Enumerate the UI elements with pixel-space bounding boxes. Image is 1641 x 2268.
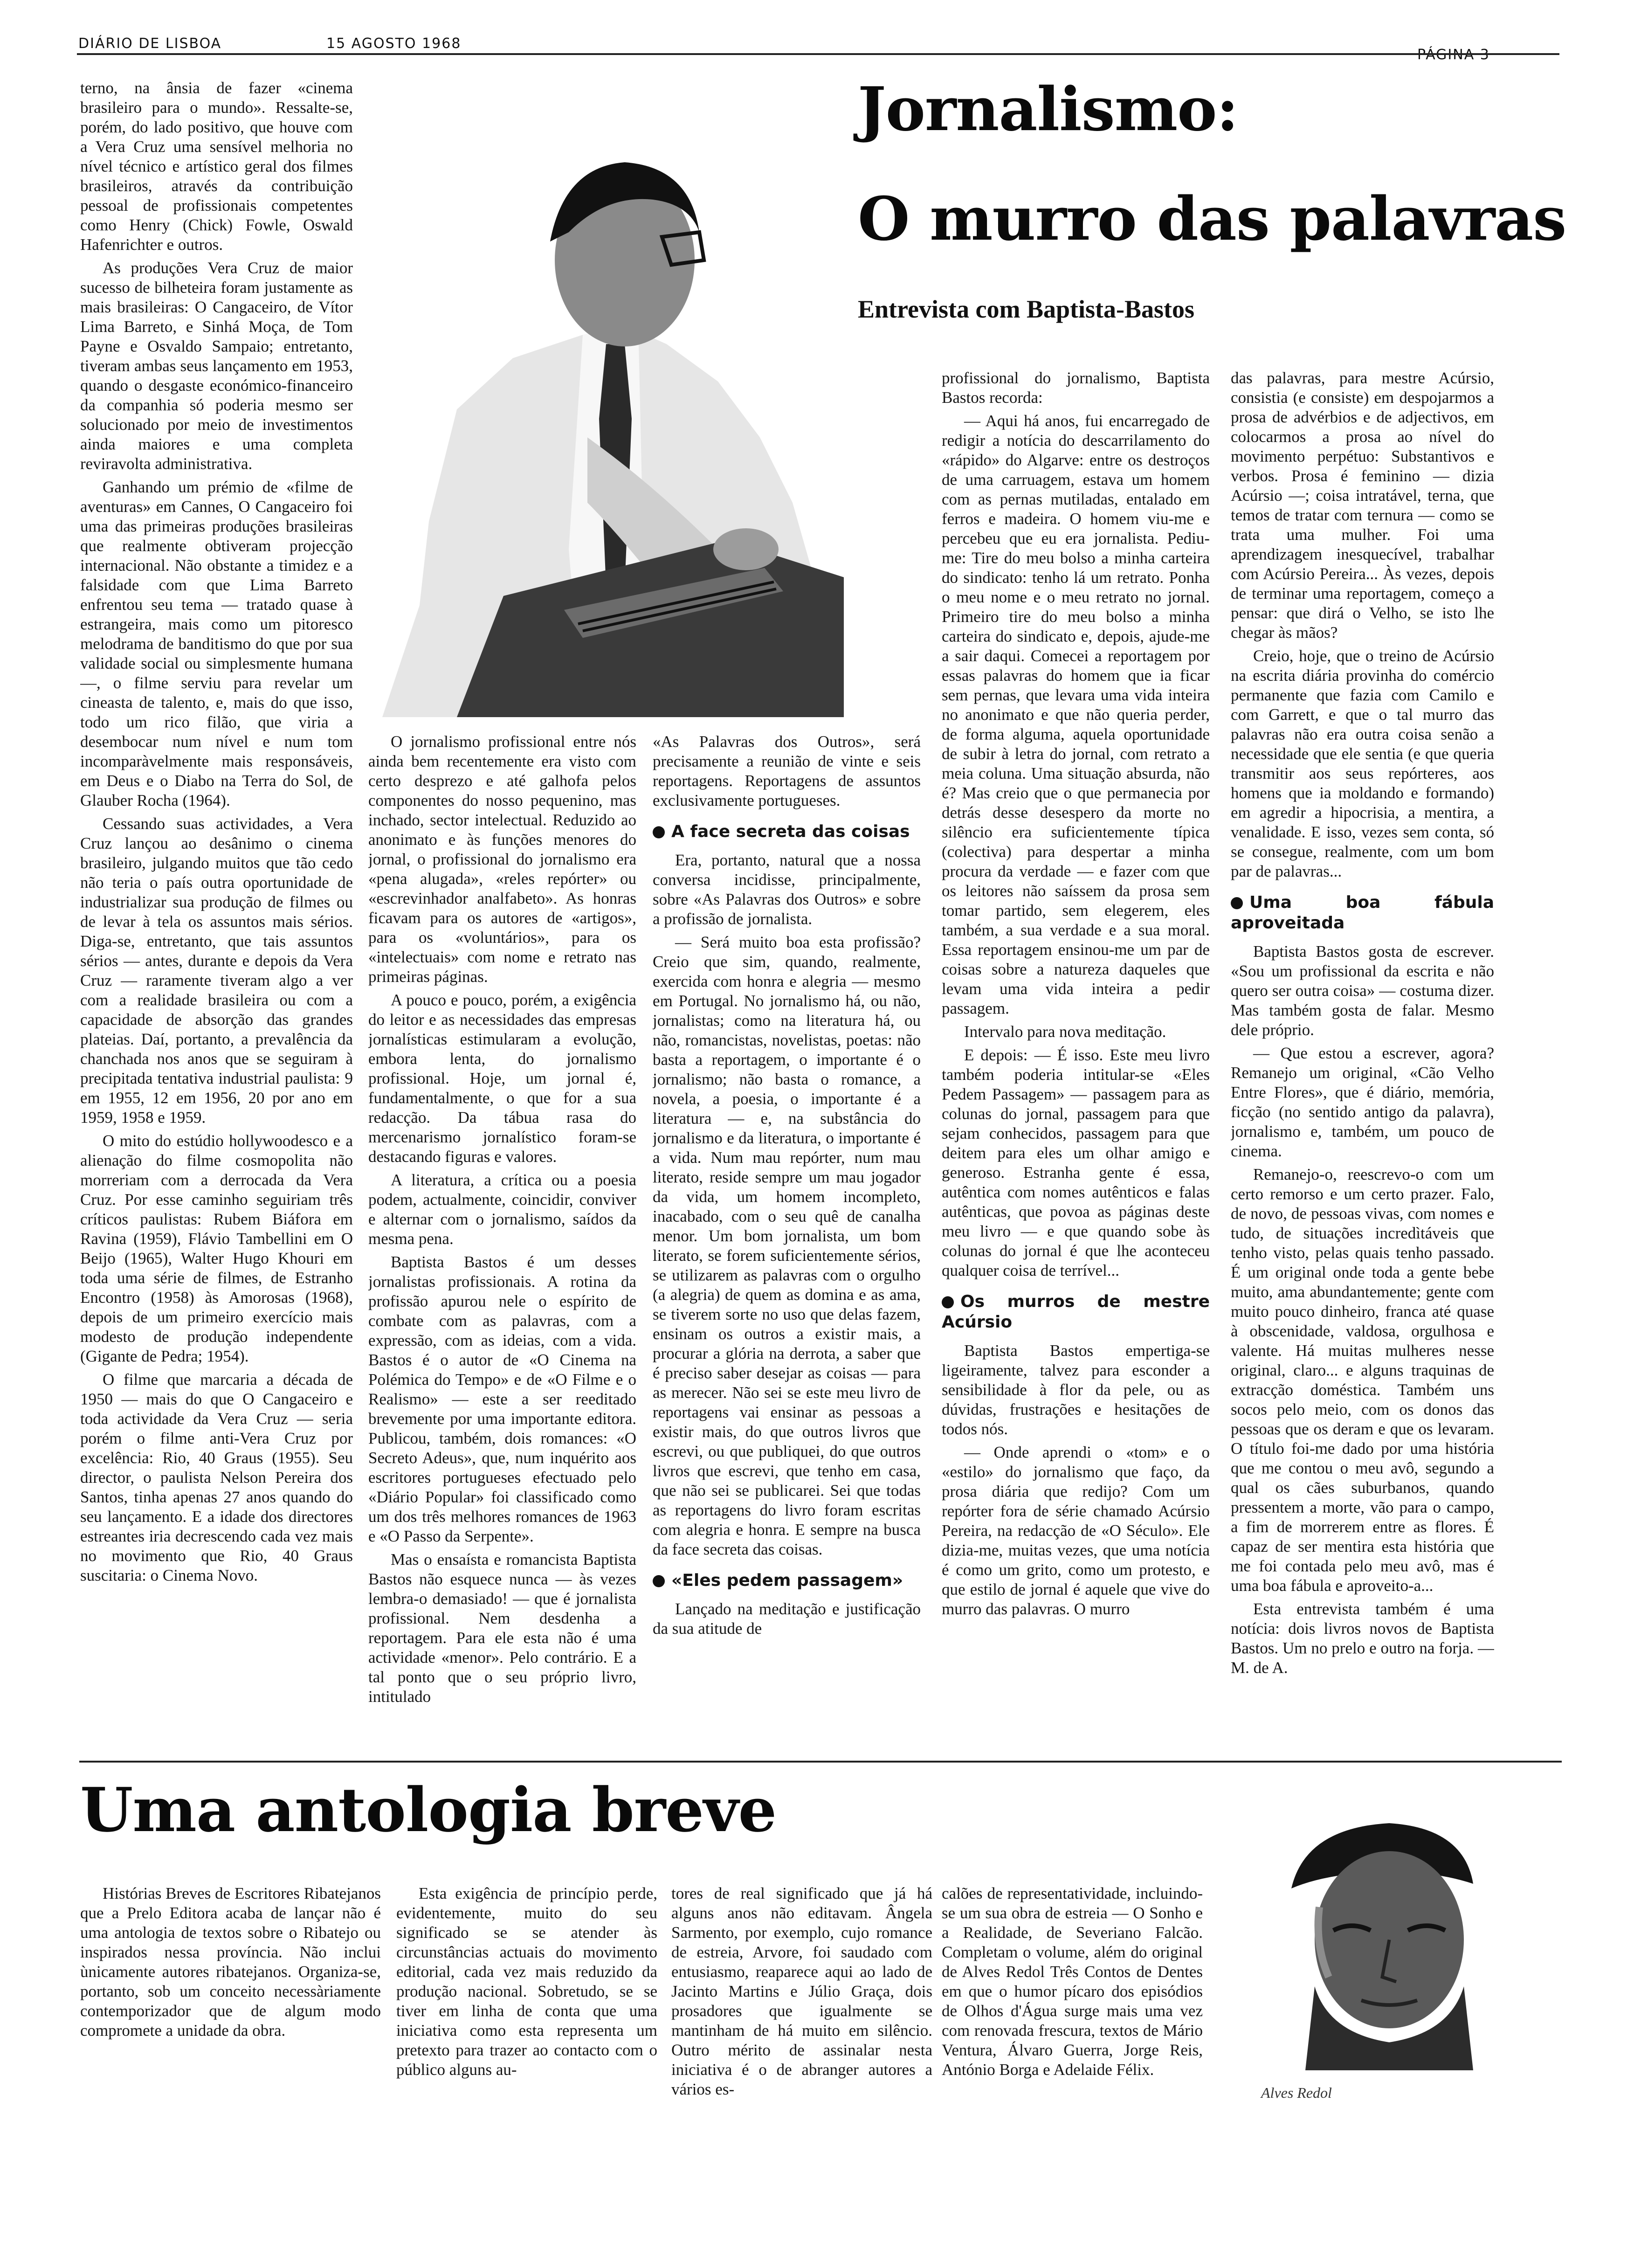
headline-line-2: O murro das palavras (858, 184, 1566, 254)
interview-column-5 (1231, 368, 1494, 1753)
interview-paragraph: — Onde aprendi o «tom» e o «estilo» do jornalismo que faço, da prosa diária que redijo? Com um repórter fora de série chamado Acúrsio Pereira, na redacção de «O Século». Ele dizia-me, muitas vezes, que uma notícia é como um grito, como um protesto, e que estilo de jornal é aquele que vive do murro das palavras. O murro (942, 1443, 1210, 1618)
interview-paragraph: Creio, hoje, que o treino de Acúrsio na escrita diária provinha do comércio permanente que fazia com Camilo e com Garrett, e que o tal murro das palavras não era outra coisa senão a necessidade que ele sentia (e que queria transmitir aos seus repórteres, aos homens que ia moldando e formando) em agredir a hipocrisia, a mentira, a venalidade. E isso, vezes sem conta, só se consegue, realmente, com um bom par de palavras... (1231, 647, 1494, 880)
interview-paragraph: Remanejo-o, reescrevo-o com um certo remorso e um certo prazer. Falo, de novo, de pessoas vivas, com nomes e tudo, de situações incredìtáveis que tenho visto, pelas quais tenho passado. É um original onde toda a gente bebe muito, ama abundantemente; gente com muito pouco dinheiro, franca até quase à obscenidade, valdosa, orgulhosa e valente. Há muitas mulheres nesse original, claro... e alguns traquinas de extracção doméstica. Também uns socos pelo meio, com os donos das pessoas que os deram e que os levaram. O título foi-me dado por uma história que me contou o meu avô, segundo a qual os cães suburbanos, quando pressentem a morte, vão para o campo, a fim de morrerem entre as flores. É capaz de ser mentira esta história que me foi contada pelo meu avô, mas é uma boa fábula e aproveito-a... (1231, 1165, 1494, 1595)
bullet-icon (653, 1575, 665, 1587)
antologia-paragraph: calões de representatividade, incluindo-se um sua obra de estreia — O Sonho e a Realidade, de Severiano Falcão. Completam o volume, além do original de Alves Redol Três Contos de Dentes em que o humor pícaro dos episódios de Olhos d'Água surge mais uma vez com renovada frescura, textos de Mário Ventura, Álvaro Guerra, Jorge Reis, António Borga e Adelaide Félix. (942, 1884, 1203, 2079)
portrait-photo (364, 83, 844, 717)
interview-paragraph: — Aqui há anos, fui encarregado de redigir a notícia do descarrilamento do «rápido» do Algarve: entre os destroços de uma carruagem, estava um homem com as pernas mutiladas, entalado em ferros e madeira. O homem viu-me e percebeu que eu era jornalista. Pediu-me: Tire do meu bolso a minha carteira do sindicato: tenho lá um retrato. Ponha o meu nome e o meu retrato no jornal. Primeiro tire do meu bolso a minha carteira do sindicato e, depois, ajude-me a sair daqui. Comecei a reportagem por essas palavras do homem que ia ficar sem pernas, que levara uma vida inteira no anonimato e que não queria perder, de forma alguma, aquela oportunidade de subir à letra do jornal, com retrato a meia coluna. Uma situação absurda, não é? Mas creio que o que permanecia por detrás desse desespero da morte no silêncio era suficientemente típica (colectiva) para despertar a minha procura da verdade — e fazer com que os leitores não saíssem da prosa sem tomar partido, sem elegerem, eles também, a sua verdade e a sua moral. Essa reportagem ensinou-me um par de coisas sobre a natureza daqueles que levam uma vida inteira a pedir passagem. (942, 412, 1210, 1017)
redol-portrait (1212, 1791, 1501, 2070)
interview-paragraph: — Será muito boa esta profissão? Creio que sim, quando, realmente, exercida com honra e alegria — mesmo em Portugal. No jornalismo há, ou não, jornalistas; como na literatura há, ou não, romancistas, novelistas, poetas: não basta a reportagem, o importante é o jornalismo; não basta o romance, a novela, a poesia, o importante é a literatura — e, na substância do jornalismo e da literatura, o importante é a vida. Num mau repórter, num mau literato, reside sempre um mau jogador da vida, um homem incompleto, inacabado, com o seu quê de canalha menor. Um bom jornalista, um bom literato, se forem suficientemente sérios, se utilizarem as palavras com o orgulho (a alegria) de quem as domina e as ama, se tiverem sorte no uso que delas fazem, ensinam os outros a existir mais, a procurar a glória na derrota, a saber que é preciso saber desejar as coisas — para as merecer. Não sei se este meu livro de reportagens vai ensinar as pessoas a existir mais, do que outros livros que escrevi, ou que publiquei, do que outros livros que escrevi, que tenho em casa, que não sei se publicarei. Sei que todas as reportagens do livro foram escritas com alegria e honra. E sempre na busca da face secreta das coisas. (653, 933, 921, 1558)
interview-paragraph: E depois: — É isso. Este meu livro também poderia intitular-se «Eles Pedem Passagem» — passagem para as colunas do jornal, passagem para que sejam conhecidos, passagem para que deitem para eles um olhar amigo e generoso. Estranha gente é essa, autêntica com nomes autênticos e falas autênticas, que povoa as páginas deste meu livro — e que quando sobe às colunas do jornal é que lhe aconteceu qualquer coisa de terrível... (942, 1046, 1210, 1279)
antologia-column-1 (80, 1884, 381, 2145)
subhead-eles-pedem: «Eles pedem passagem» (653, 1570, 921, 1591)
cinema-paragraph: O mito do estúdio hollywoodesco e a alienação do filme cosmopolita não morreriam com a derrocada da Vera Cruz. Por esse caminho seguiriam três críticos paulistas: Rubem Biáfora em Ravina (1959), Flávio Tambellini em O Beijo (1965), Walter Hugo Khouri em toda uma série de filmes, de Estranho Encontro (1958) às Amorosas (1968), depois de um primeiro exercício mais modesto de produção independente (Gigante de Pedra; 1954). (80, 1132, 353, 1365)
antologia-paragraph: Esta exigência de princípio perde, evidentemente, muito do seu significado se se atender às circunstâncias actuais do movimento editorial, cada vez mais reduzido da produção nacional. Sobretudo, se se tiver em linha de conta que uma iniciativa como esta representa um pretexto para trazer ao contacto com o público alguns au- (396, 1884, 657, 2079)
bullet-icon (653, 826, 665, 838)
cinema-paragraph: terno, na ânsia de fazer «cinema brasileiro para o mundo». Ressalte-se, porém, do lado positivo, que houve com a Vera Cruz uma sensível melhoria no nível técnico e artístico geral dos filmes brasileiros, através da contribuição pessoal de profissionais competentes como Henry (Chick) Fowle, Oswald Hafenrichter e outros. (80, 79, 353, 254)
interview-paragraph: O jornalismo profissional entre nós ainda bem recentemente era visto com certo desprezo e até galhofa pelos componentes do nosso pequenino, mas inchado, sector intelectual. Reduzido ao anonimato e às funções menores do jornal, o profissional do jornalismo era «pena alugada», «reles repórter» ou «escrevinhador analfabeto». As honras ficavam para os autores de «artigos», para os «voluntários», para os «intelectuais» com nome e retrato nas primeiras páginas. (368, 733, 636, 986)
issue-date: 15 AGOSTO 1968 (326, 35, 462, 52)
antologia-headline: Uma antologia breve (80, 1774, 777, 1846)
photo-alves-redol (1212, 1791, 1501, 2070)
header-rule (77, 53, 1559, 55)
interview-paragraph: Baptista Bastos empertiga-se ligeiramente, talvez para esconder a sensibilidade à flor da pele, ou as dúvidas, frustrações e hesitações de todos nós. (942, 1341, 1210, 1438)
section-divider (79, 1761, 1562, 1763)
interview-paragraph: A literatura, a crítica ou a poesia podem, actualmente, coincidir, conviver e alternar com o jornalismo, saídos da mesma pena. (368, 1171, 636, 1248)
interview-paragraph: «As Palavras dos Outros», será precisamente a reunião de vinte e seis reportagens. Reportagens de assuntos exclusivamente portugueses. (653, 733, 921, 809)
bullet-icon (1231, 897, 1243, 909)
interview-paragraph: profissional do jornalismo, Baptista Bastos recorda: (942, 369, 1210, 407)
cinema-paragraph: Cessando suas actividades, a Vera Cruz lançou ao desânimo o cinema brasileiro, julgando muitos que tão cedo não teria o país outra oportunidade de industrializar sua produção de filmes ou de levar à tela os assuntos mais sérios. Diga-se, entretanto, que tais assuntos sérios — antes, durante e depois da Vera Cruz — raramente tiveram algo a ver com a realidade brasileira ou com a capacidade de absorção das grandes plateias. Daí, portanto, a prevalência da chanchada nos anos que se seguiram à precipitada tentativa industrial paulista: 9 em 1955, 12 em 1956, 20 por ano em 1959, 1958 e 1959. (80, 815, 353, 1127)
cinema-paragraph: O filme que marcaria a década de 1950 — mais do que O Cangaceiro e toda actividade da Vera Cruz — seria porém o filme anti-Vera Cruz por excelência: Rio, 40 Graus (1955). Seu director, o paulista Nelson Pereira dos Santos, tinha apenas 27 anos quando do seu lançamento. E a idade dos directores estreantes iria decrescendo cada vez mais no movimento que Rio, 40 Graus suscitaria: o Cinema Novo. (80, 1370, 353, 1584)
interview-paragraph: Esta entrevista também é uma notícia: dois livros novos de Baptista Bastos. Um no prelo e outro na forja. — M. de A. (1231, 1600, 1494, 1677)
interview-column-2 (368, 732, 636, 1753)
interview-paragraph: Baptista Bastos gosta de escrever. «Sou um profissional da escrita e não quero ser outra coisa» — costuma dizer. Mas também gosta de falar. Mesmo dele próprio. (1231, 942, 1494, 1039)
interview-paragraph: Baptista Bastos é um desses jornalistas profissionais. A rotina da profissão apurou nele o espírito de combate com as palavras, com a expressão, com as ideias, com a vida. Bastos é o autor de «O Cinema na Polémica do Tempo» e de «O Filme e o Realismo» — este a ser reeditado brevemente por uma importante editora. Publicou, também, dois romances: «O Secreto Adeus», que, num inquérito aos escritores portugueses efectuado pelo «Diário Popular» foi classificado como um dos três melhores romances de 1963 e «O Passo da Serpente». (368, 1253, 636, 1545)
newspaper-name: DIÁRIO DE LISBOA (78, 35, 222, 52)
interview-column-4 (942, 368, 1210, 1753)
interview-paragraph: Intervalo para nova meditação. (964, 1023, 1166, 1041)
article-subtitle: Entrevista com Baptista-Bastos (858, 295, 1194, 323)
interview-paragraph: Era, portanto, natural que a nossa conversa incidisse, principalmente, sobre «As Palavras dos Outros» e sobre a profissão de jornalista. (653, 851, 921, 928)
subhead-uma-boa: Uma boa fábula aproveitada (1231, 893, 1494, 933)
headline-line-1: Jornalismo: (858, 75, 1238, 145)
interview-column-3 (653, 732, 921, 1753)
cinema-article-column (80, 78, 353, 1752)
antologia-paragraph: tores de real significado que já há alguns anos não editavam. Ângela Sarmento, por exemplo, cujo romance de estreia, Arvore, foi saudado com entusiasmo, reaparece aqui ao lado de Jacinto Martins e Júlio Graça, dois prosadores que igualmente se mantinham de há muito em silêncio. Outro mérito de assinalar nesta iniciativa é o de abranger autores a vários es- (671, 1884, 932, 2098)
subhead-os-murros: Os murros de mestre Acúrsio (942, 1292, 1210, 1332)
cinema-paragraph: Ganhando um prémio de «filme de aventuras» em Cannes, O Cangaceiro foi uma das primeiras produções brasileiras que realmente obtiveram projecção internacional. Não obstante a timidez e a falsidade com que Lima Barreto enfrentou seu tema — tratado quase à estrangeira, mais como um pitoresco melodrama de banditismo do que por sua validade social ou simplesmente humana —, o filme serviu para revelar um cineasta de talento, e, mais do que isso, todo um rico filão, que viria a desembocar num nível e num tom incomparàvelmente mais responsáveis, em Deus e o Diabo na Terra do Sol, de Glauber Rocha (1964). (80, 478, 353, 809)
antologia-column-3 (671, 1884, 932, 2145)
interview-paragraph: A pouco e pouco, porém, a exigência do leitor e as necessidades das empresas jornalísticas estimularam a evolução, embora lenta, do jornalismo profissional. Hoje, um jornal é, fundamentalmente, o que for a sua redacção. Da tábua rasa do mercenarismo jornalístico foram-se destacando figuras e valores. (368, 991, 636, 1166)
interview-paragraph: — Que estou a escrever, agora? Remanejo um original, «Cão Velho Entre Flores», que é diário, memória, ficção (no sentido antigo da palavra), jornalismo e, também, um pouco de cinema. (1231, 1044, 1494, 1160)
bullet-icon (942, 1296, 954, 1308)
interview-paragraph: Lançado na meditação e justificação da sua atitude de (653, 1600, 921, 1638)
interview-paragraph: Mas o ensaísta e romancista Baptista Bastos não esquece nunca — às vezes lembra-o demasiado! — que é jornalista profissional. Nem desdenha a reportagem. Para ele esta não é uma actividade «menor». Pelo contrário. E a tal ponto que o seu próprio livro, intitulado (368, 1550, 636, 1706)
interview-paragraph: das palavras, para mestre Acúrsio, consistia (e consiste) em despojarmos a prosa de advérbios e de adjectivos, em colocarmos a prosa ao nível do movimento perpétuo: Substantivos e verbos. Prosa é feminino — dizia Acúrsio —; coisa intratável, terna, que temos de tratar com ternura — como se trata uma mulher. Foi uma aprendizagem inesquecível, trabalhar com Acúrsio Pereira... Às vezes, depois de terminar uma reportagem, começo a pensar: que dirá o Velho, se isto lhe chegar às mãos? (1231, 369, 1494, 642)
cinema-paragraph: As produções Vera Cruz de maior sucesso de bilheteira foram justamente as mais brasileiras: O Cangaceiro, de Vítor Lima Barreto, e Sinhá Moça, de Tom Payne e Osvaldo Sampaio; entretanto, tiveram ambas seus lançamento em 1953, quando o desgaste económico-financeiro da companhia só poderia mesmo ser solucionado por meio de investimentos ainda maiores e uma completa reviravolta administrativa. (80, 259, 353, 473)
antologia-column-2 (396, 1884, 657, 2145)
photo-baptista-bastos (364, 83, 844, 717)
antologia-paragraph: Histórias Breves de Escritores Ribatejanos que a Prelo Editora acaba de lançar não é uma antologia de textos sobre o Ribatejo ou inspirados nessa província. Não inclui ùnicamente autores ribatejanos. Organiza-se, portanto, sob um conceito necessàriamente contemporizador que de algum modo compromete a unidade da obra. (80, 1884, 381, 2040)
subhead-a-face: A face secreta das coisas (653, 822, 921, 842)
photo-caption: Alves Redol (1261, 2084, 1332, 2101)
antologia-column-4 (942, 1884, 1203, 2145)
